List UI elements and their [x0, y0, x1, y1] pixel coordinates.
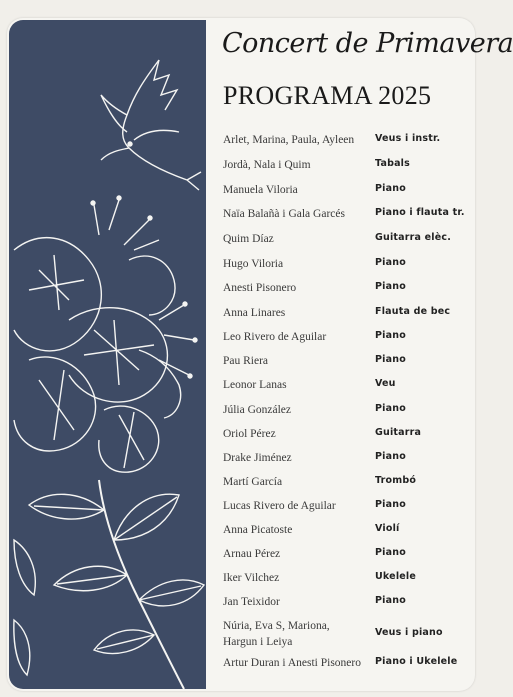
performer-instrument: Piano	[375, 354, 406, 365]
swallow-illustration	[101, 60, 201, 190]
performer-instrument: Piano	[375, 257, 406, 268]
performer-name: Drake Jiménez	[223, 452, 292, 464]
performer-name: Anna Linares	[223, 307, 286, 319]
performer-instrument: Guitarra elèc.	[375, 232, 452, 243]
performer-name: Oriol Pérez	[223, 428, 276, 440]
performer-instrument: Piano	[375, 281, 406, 292]
program-heading: PROGRAMA 2025	[223, 81, 432, 110]
flower-cluster	[14, 196, 197, 472]
performer-instrument: Veus i instr.	[375, 133, 441, 144]
performer-name: Artur Duran i Anesti Pisonero	[223, 657, 361, 669]
performer-name: Anna Picatoste	[223, 524, 293, 536]
decorative-panel	[9, 20, 206, 689]
performer-instrument: Trombó	[375, 475, 417, 486]
performer-instrument: Piano	[375, 330, 406, 341]
performer-instrument: Piano	[375, 451, 406, 462]
performer-name: Martí García	[223, 476, 283, 488]
performer-instrument: Piano	[375, 183, 406, 194]
performer-instrument: Flauta de bec	[375, 306, 451, 317]
performer-name: Manuela Viloria	[223, 184, 298, 196]
performer-instrument: Piano i flauta tr.	[375, 207, 465, 218]
performer-instrument: Guitarra	[375, 427, 422, 438]
performer-name: Hugo Viloria	[223, 258, 284, 270]
performer-name: Júlia González	[223, 404, 292, 416]
performer-name: Iker Vilchez	[223, 572, 280, 584]
performer-name: Lucas Rivero de Aguilar	[223, 500, 336, 512]
performer-name: Quim Díaz	[223, 233, 274, 245]
floral-illustration	[9, 20, 206, 689]
performer-instrument: Veus i piano	[375, 627, 443, 638]
performer-instrument: Piano	[375, 547, 406, 558]
performer-instrument: Piano i Ukelele	[375, 656, 458, 667]
performer-instrument: Piano	[375, 499, 406, 510]
performer-name: Núria, Eva S, Mariona, Hargun i Leiya	[223, 620, 330, 648]
performer-instrument: Violí	[375, 523, 400, 534]
performer-name: Jordà, Nala i Quim	[223, 159, 311, 171]
performer-instrument: Tabals	[375, 158, 410, 169]
stem-leaves	[14, 480, 204, 689]
performer-name: Arlet, Marina, Paula, Ayleen	[223, 134, 355, 146]
performer-name: Anesti Pisonero	[223, 282, 297, 294]
performer-instrument: Piano	[375, 403, 406, 414]
performer-name: Leo Rivero de Aguilar	[223, 331, 327, 343]
performer-instrument: Veu	[375, 378, 396, 389]
performer-name: Jan Teixidor	[223, 596, 280, 608]
performer-instrument: Piano	[375, 595, 406, 606]
performer-name: Naïa Balañà i Gala Garcés	[223, 208, 345, 220]
performer-name: Pau Riera	[223, 355, 269, 367]
performer-name: Arnau Pérez	[223, 548, 281, 560]
performer-instrument: Ukelele	[375, 571, 417, 582]
concert-title: Concert de Primavera	[222, 28, 513, 59]
performer-name: Leonor Lanas	[223, 379, 287, 391]
